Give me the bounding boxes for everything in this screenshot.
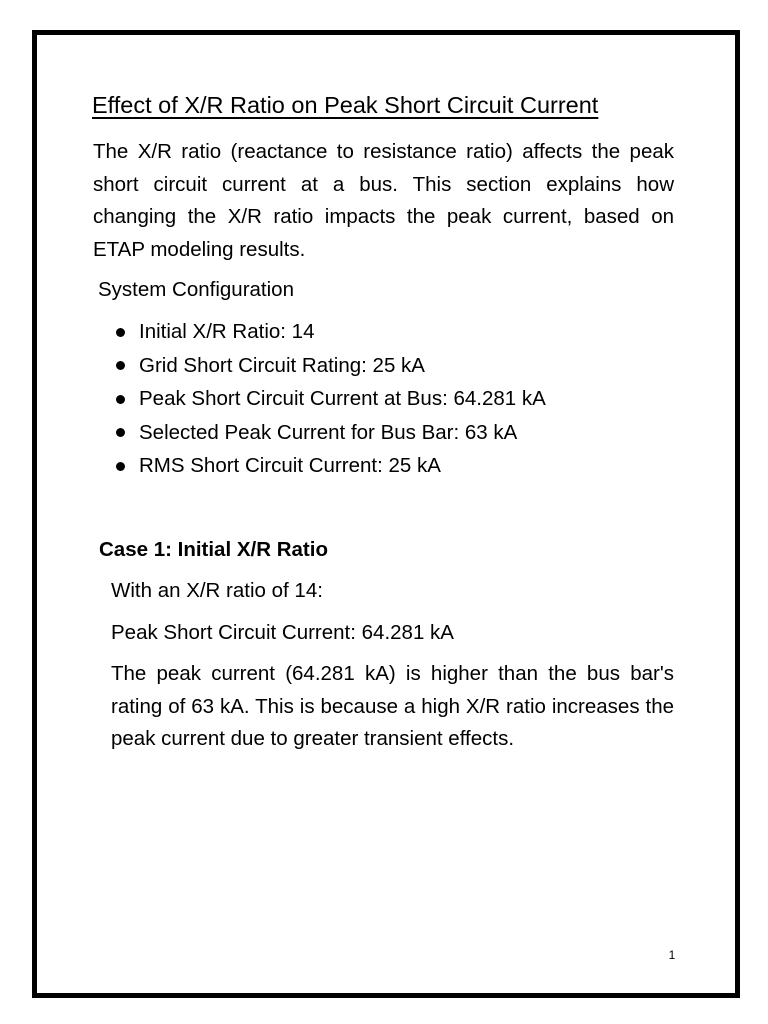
bullet-icon <box>116 395 125 404</box>
system-configuration-heading: System Configuration <box>98 278 294 301</box>
list-item <box>110 349 546 383</box>
list-item-text: Selected Peak Current for Bus Bar: 63 kA <box>139 420 518 444</box>
bullet-icon <box>116 361 125 370</box>
bullet-icon <box>116 328 125 337</box>
page-number: 1 <box>668 948 676 962</box>
list-item-text: Peak Short Circuit Current at Bus: 64.281 kA <box>139 387 546 410</box>
list-item <box>110 449 546 483</box>
case1-heading: Case 1: Initial X/R Ratio <box>99 538 328 561</box>
list-item <box>110 315 546 349</box>
case1-xr-statement: With an X/R ratio of 14: <box>111 579 323 602</box>
list-item-text: Grid Short Circuit Rating: 25 kA <box>139 353 425 377</box>
list-item <box>110 382 546 416</box>
case1-explanation: The peak current (64.281 kA) is higher than the bus bar's rating of 63 kA. This is because a high X/R ratio increases the peak current due to greater transient effects. <box>111 662 674 750</box>
case1-peak-current: Peak Short Circuit Current: 64.281 kA <box>111 621 454 644</box>
system-configuration-list <box>110 315 546 483</box>
list-item-text: Initial X/R Ratio: 14 <box>139 320 315 343</box>
bullet-icon <box>116 428 125 437</box>
document-title: Effect of X/R Ratio on Peak Short Circuit Current <box>92 92 599 118</box>
list-item-text: RMS Short Circuit Current: 25 kA <box>139 454 441 477</box>
intro-paragraph: The X/R ratio (reactance to resistance ratio) affects the peak short circuit current at a bus. This section explains how changing the X/R ratio impacts the peak current, based on ETAP modeling results. <box>93 140 674 261</box>
list-item <box>110 416 546 450</box>
bullet-icon <box>116 462 125 471</box>
